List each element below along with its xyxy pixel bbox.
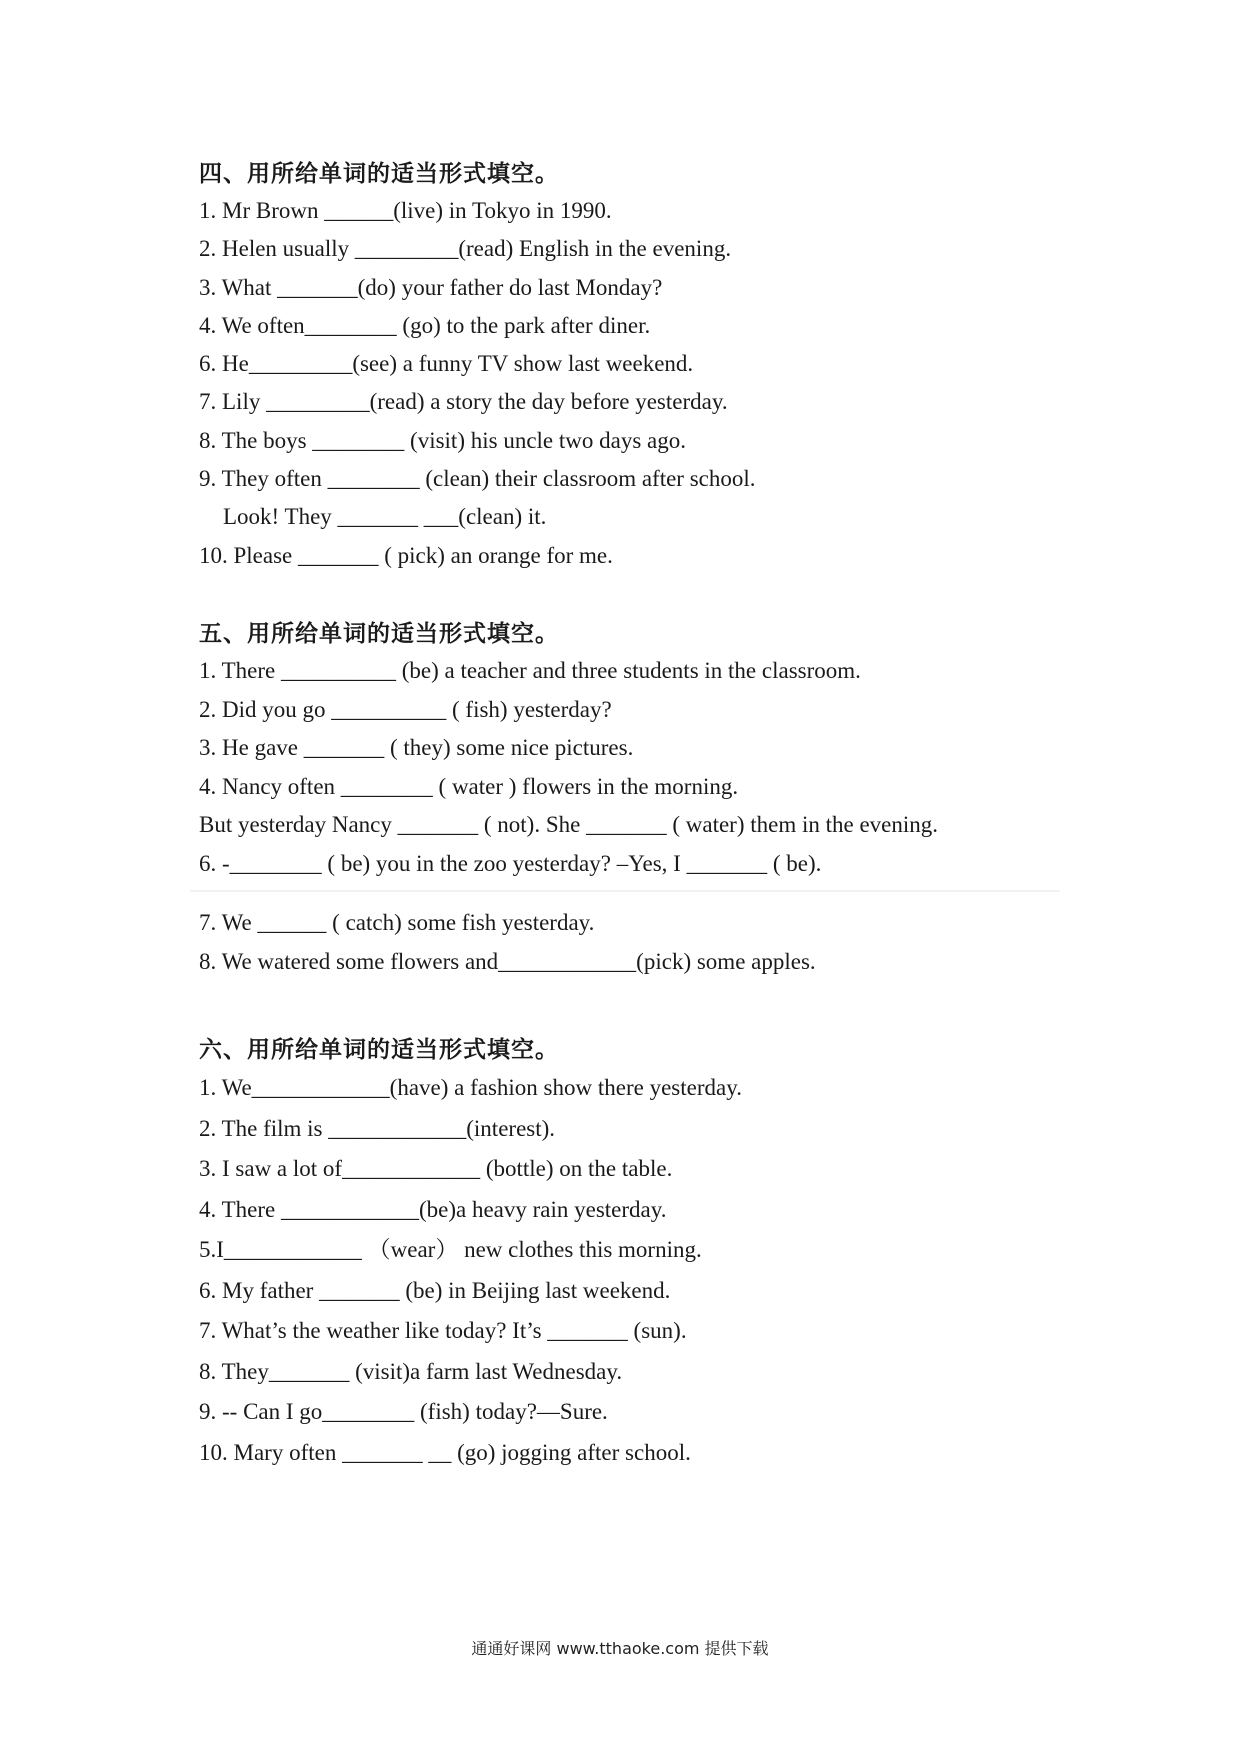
exercise-line: 7. We ______ ( catch) some fish yesterday. [199, 910, 595, 935]
section-4-heading: 四、用所给单词的适当形式填空。 [199, 161, 559, 187]
exercise-line: 6. -________ ( be) you in the zoo yesterday? –Yes, I _______ ( be). [199, 850, 822, 876]
section-5-heading: 五、用所给单词的适当形式填空。 [199, 621, 559, 647]
exercise-line: 10. Mary often _______ __ (go) jogging after school. [199, 1439, 691, 1465]
section-6 [199, 1032, 1099, 1473]
exercise-line: 3. He gave _______ ( they) some nice pictures. [199, 735, 634, 760]
exercise-line: 1. Mr Brown ______(live) in Tokyo in 1990. [199, 198, 612, 223]
exercise-line: 10. Please _______ ( pick) an orange for me. [199, 542, 613, 568]
exercise-line: 4. There ____________(be)a heavy rain yesterday. [199, 1196, 667, 1222]
exercise-line: 7. What’s the weather like today? It’s _______ (sun). [199, 1318, 687, 1343]
exercise-line: 1. There __________ (be) a teacher and three students in the classroom. [199, 658, 861, 683]
exercise-line: 7. Lily _________(read) a story the day before yesterday. [199, 389, 728, 415]
exercise-line: 3. What _______(do) your father do last Monday? [199, 274, 663, 300]
exercise-line: 8. We watered some flowers and____________(pick) some apples. [199, 948, 816, 974]
exercise-line: 6. He_________(see) a funny TV show last weekend. [199, 351, 694, 377]
scan-divider [190, 890, 1060, 892]
footer-source: 通通好课网 www.tthaoke.com 提供下载 [471, 1639, 769, 1658]
exercise-line: But yesterday Nancy _______ ( not). She _______ ( water) them in the evening. [199, 812, 939, 837]
exercise-line: 2. Helen usually _________(read) English in the evening. [199, 236, 732, 262]
section-6-heading: 六、用所给单词的适当形式填空。 [199, 1037, 559, 1063]
exercise-line: 3. I saw a lot of____________ (bottle) on the table. [199, 1156, 673, 1181]
exercise-line: 9. -- Can I go________ (fish) today?—Sure. [199, 1399, 608, 1424]
exercise-line: 4. Nancy often ________ ( water ) flowers in the morning. [199, 773, 739, 799]
exercise-line: 5.I____________ （wear） new clothes this morning. [199, 1237, 702, 1262]
exercise-line: 6. My father _______ (be) in Beijing last weekend. [199, 1277, 671, 1303]
exercise-line: 4. We often________ (go) to the park after diner. [199, 312, 651, 338]
exercise-line: Look! They _______ ___(clean) it. [223, 504, 547, 530]
exercise-line: 2. Did you go __________ ( fish) yesterday? [199, 696, 612, 722]
exercise-line: 8. They_______ (visit)a farm last Wednesday. [199, 1358, 623, 1384]
exercise-line: 2. The film is ____________(interest). [199, 1115, 556, 1141]
spacer [199, 883, 1099, 904]
section-5 [199, 616, 1099, 981]
exercise-line: 9. They often ________ (clean) their classroom after school. [199, 466, 756, 492]
exercise-line: 1. We____________(have) a fashion show there yesterday. [199, 1075, 742, 1100]
section-4 [199, 156, 1099, 575]
exercise-line: 8. The boys ________ (visit) his uncle two days ago. [199, 427, 686, 453]
